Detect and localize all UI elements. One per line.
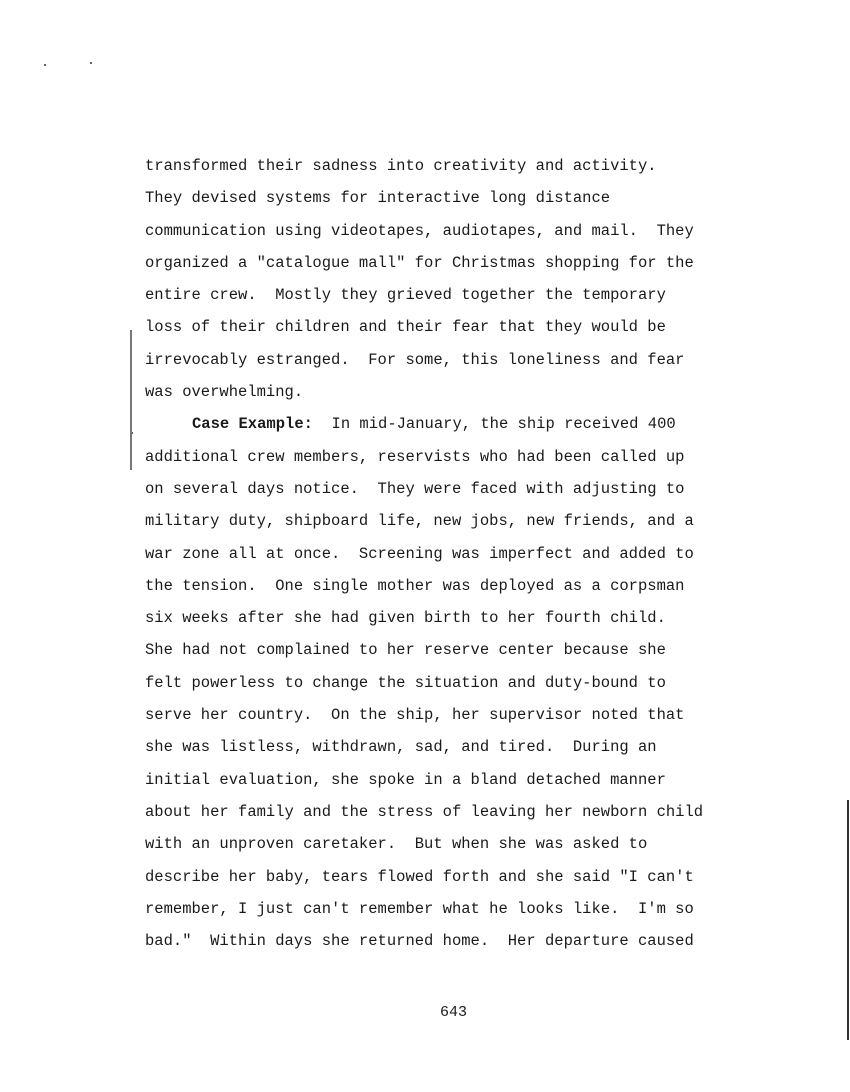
text-line: was overwhelming. bbox=[145, 383, 304, 402]
text-line: entire crew. Mostly they grieved together the temporary bbox=[145, 286, 666, 305]
document-body bbox=[145, 150, 703, 957]
text-line: bad." Within days she returned home. Her departure caused bbox=[145, 932, 694, 951]
scan-speck bbox=[90, 62, 92, 64]
margin-bar-right bbox=[847, 800, 849, 1040]
text-line: She had not complained to her reserve center because she bbox=[145, 641, 666, 660]
text-line: irrevocably estranged. For some, this loneliness and fear bbox=[145, 350, 685, 369]
text-line: six weeks after she had given birth to her fourth child. bbox=[145, 609, 666, 628]
paragraph-1 bbox=[145, 150, 703, 408]
paragraph-2 bbox=[145, 408, 703, 957]
text-line: transformed their sadness into creativity and activity. bbox=[145, 157, 657, 175]
scan-speck bbox=[44, 64, 46, 66]
case-example-label: Case Example: bbox=[192, 415, 313, 434]
text-line: remember, I just can't remember what he looks like. I'm so bbox=[145, 899, 694, 918]
text-line: on several days notice. They were faced with adjusting to bbox=[145, 479, 685, 498]
text-line: she was listless, withdrawn, sad, and tired. During an bbox=[145, 738, 657, 757]
page-number: 643 bbox=[440, 1004, 468, 1021]
text-line: loss of their children and their fear that they would be bbox=[145, 318, 666, 337]
text-line: serve her country. On the ship, her supervisor noted that bbox=[145, 706, 685, 725]
text-line: They devised systems for interactive long distance bbox=[145, 189, 611, 208]
text-line: communication using videotapes, audiotapes, and mail. They bbox=[145, 221, 694, 240]
margin-bar-left bbox=[130, 330, 132, 470]
text-line: felt powerless to change the situation and duty-bound to bbox=[145, 673, 666, 692]
text-line: about her family and the stress of leaving her newborn child bbox=[145, 802, 704, 821]
text-line: with an unproven caretaker. But when she was asked to bbox=[145, 835, 648, 854]
text-line: military duty, shipboard life, new jobs, new friends, and a bbox=[145, 512, 694, 531]
text-line: organized a "catalogue mall" for Christmas shopping for the bbox=[145, 253, 694, 272]
text-run: In mid-January, the ship received 400 bbox=[312, 415, 676, 434]
text-line: war zone all at once. Screening was imperfect and added to bbox=[145, 544, 694, 563]
text-line: the tension. One single mother was deployed as a corpsman bbox=[145, 576, 685, 595]
text-line: additional crew members, reservists who had been called up bbox=[145, 447, 685, 466]
text-line: initial evaluation, she spoke in a bland detached manner bbox=[145, 770, 666, 789]
text-line bbox=[145, 408, 703, 440]
text-line: describe her baby, tears flowed forth and she said "I can't bbox=[145, 867, 694, 886]
